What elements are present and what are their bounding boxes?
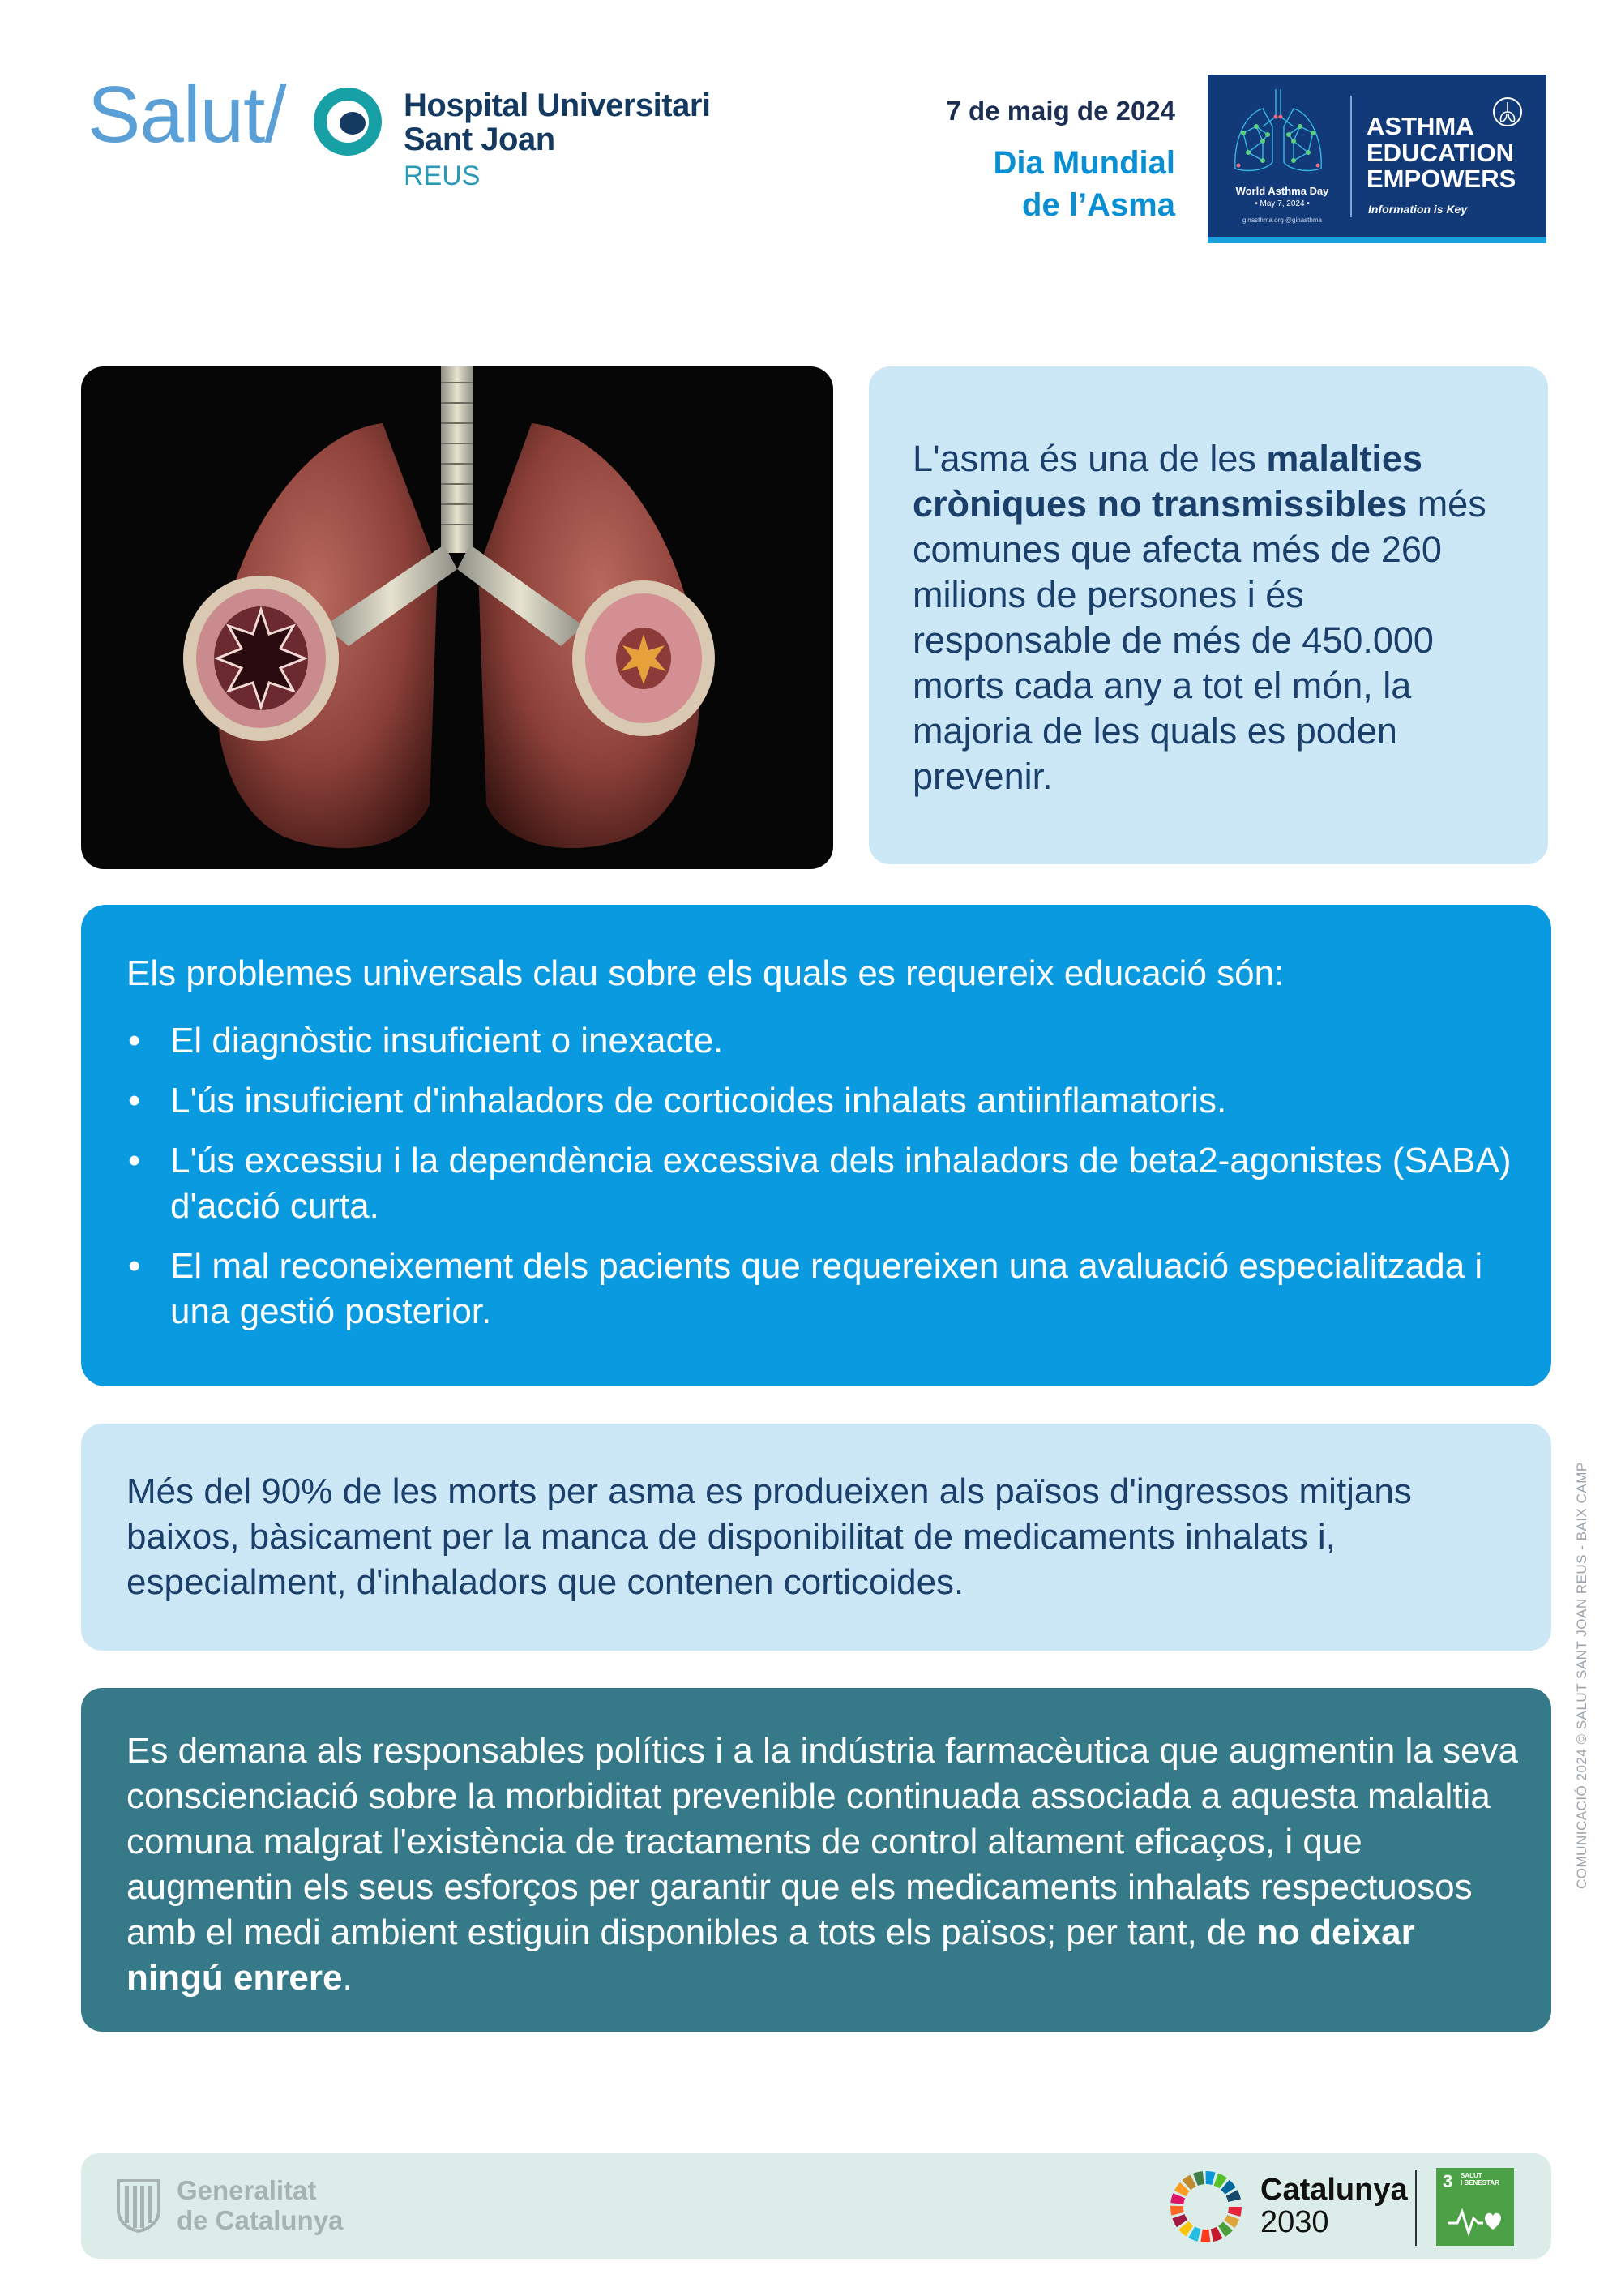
badge-headline [1367, 114, 1516, 193]
sdg-3-badge [1436, 2168, 1514, 2246]
generalitat-name [177, 2176, 343, 2236]
world-asthma-day-badge [1208, 75, 1546, 243]
footer [81, 2153, 1551, 2259]
hospital-logo-icon [312, 86, 383, 157]
list-item-text: El mal reconeixement dels pacients que requereixen una avaluació especialitzada i una gestió posterior. [170, 1246, 1483, 1331]
intro-text-1: L'asma és una de les [913, 438, 1267, 479]
badge-divider [1350, 96, 1352, 217]
sdg-wheel-icon [1167, 2168, 1245, 2246]
list-item-text: L'ús excessiu i la dependència excessiva dels inhaladors de beta2-agonistes (SABA) d'acció curta. [170, 1141, 1512, 1226]
call-highlight: no deixar ningú enrere [126, 1913, 1415, 1998]
copyright-credit: COMUNICACIÓ 2024 © SALUT SANT JOAN REUS - BAIX CAMP [1574, 1462, 1589, 1889]
generalitat-line-2: de Catalunya [177, 2204, 344, 2235]
badge-headline-2: EDUCATION [1367, 138, 1514, 167]
salut-brand: Salut/ [88, 70, 286, 159]
event-title-line-2: de l’Asma [1022, 187, 1175, 223]
list-item [126, 1018, 1520, 1064]
heartbeat-icon [1446, 2202, 1504, 2238]
badge-date: • May 7, 2024 • [1255, 199, 1310, 208]
list-item [126, 1138, 1520, 1229]
problems-intro: Els problemes universals clau sobre els quals es requereix educació són: [126, 953, 1285, 993]
call-text-body: Es demana als responsables polítics i a la indústria farmacèutica que augmentin la seva conscienciació sobre la morbiditat prevenible continuada associada a aquesta malaltia comuna malgrat l'existència de tractaments de control altament eficaços, i que augmentin els seus esforços per garantir que els medicaments inhalats respectuosos amb el medi ambient estiguin disponibles a tots els països; per tant, de [126, 1731, 1518, 1952]
hospital-city: REUS [404, 161, 481, 191]
call-to-action-text [126, 1728, 1520, 2001]
mortality-stat-text: Més del 90% de les morts per asma es produeixen als països d'ingressos mitjans baixos, bàsicament per la manca de disponibilitat de medicaments inhalats i, especialment, d'inhaladors que contenen corticoides. [126, 1471, 1412, 1602]
lungs-airways-icon [81, 366, 833, 869]
sdg-number: 3 [1443, 2171, 1453, 2191]
intro-box [869, 366, 1548, 864]
network-lungs-icon [1227, 84, 1329, 180]
badge-headline-1: ASTHMA [1367, 112, 1474, 140]
intro-text-2: més comunes que afecta més de 260 milions de persones i és responsable de més de 450.000 morts cada any a tot el món, la majoria de les quals es poden prevenir. [913, 483, 1486, 797]
sdg-label-2: I BENESTAR [1461, 2178, 1499, 2187]
year-label: 2030 [1260, 2204, 1329, 2239]
generalitat-emblem-icon [115, 2178, 162, 2233]
badge-headline-3: EMPOWERS [1367, 165, 1516, 194]
event-title-line-1: Dia Mundial [993, 145, 1175, 181]
bullet: • [128, 1141, 141, 1180]
list-item [126, 1078, 1520, 1124]
bullet: • [128, 1021, 141, 1060]
sdg-label-1: SALUT [1461, 2172, 1482, 2179]
list-item-text: L'ús insuficient d'inhaladors de corticoides inhalats antiinflamatoris. [170, 1081, 1227, 1120]
badge-day: World Asthma Day [1235, 185, 1329, 197]
problems-list [126, 1018, 1520, 1349]
key-problems-box [81, 905, 1551, 1386]
intro-highlight: malalties cròniques no transmissibles [913, 438, 1422, 525]
lungs-illustration [81, 366, 833, 869]
hospital-name [404, 89, 711, 190]
footer-divider [1415, 2170, 1417, 2246]
hospital-line-2: Sant Joan [404, 122, 555, 157]
hospital-line-1: Hospital Universitari [404, 88, 711, 123]
badge-event-info [1217, 185, 1347, 224]
catalunya-label: Catalunya [1260, 2173, 1408, 2207]
bullet: • [128, 1246, 141, 1286]
event-title [994, 142, 1175, 226]
mortality-stat-box [81, 1424, 1551, 1651]
call-text-end: . [342, 1958, 353, 1998]
bullet: • [128, 1081, 141, 1120]
list-item [126, 1244, 1520, 1334]
call-to-action-box [81, 1688, 1551, 2032]
list-item-text: El diagnòstic insuficient o inexacte. [170, 1021, 724, 1060]
intro-text [913, 436, 1512, 799]
catalunya-2030 [1260, 2174, 1408, 2239]
generalitat-line-1: Generalitat [177, 2175, 317, 2205]
event-date: 7 de maig de 2024 [946, 96, 1175, 126]
badge-tagline: Information is Key [1368, 203, 1468, 216]
badge-links: ginasthma.org @ginasthma [1242, 216, 1322, 224]
sdg-label [1461, 2173, 1499, 2187]
